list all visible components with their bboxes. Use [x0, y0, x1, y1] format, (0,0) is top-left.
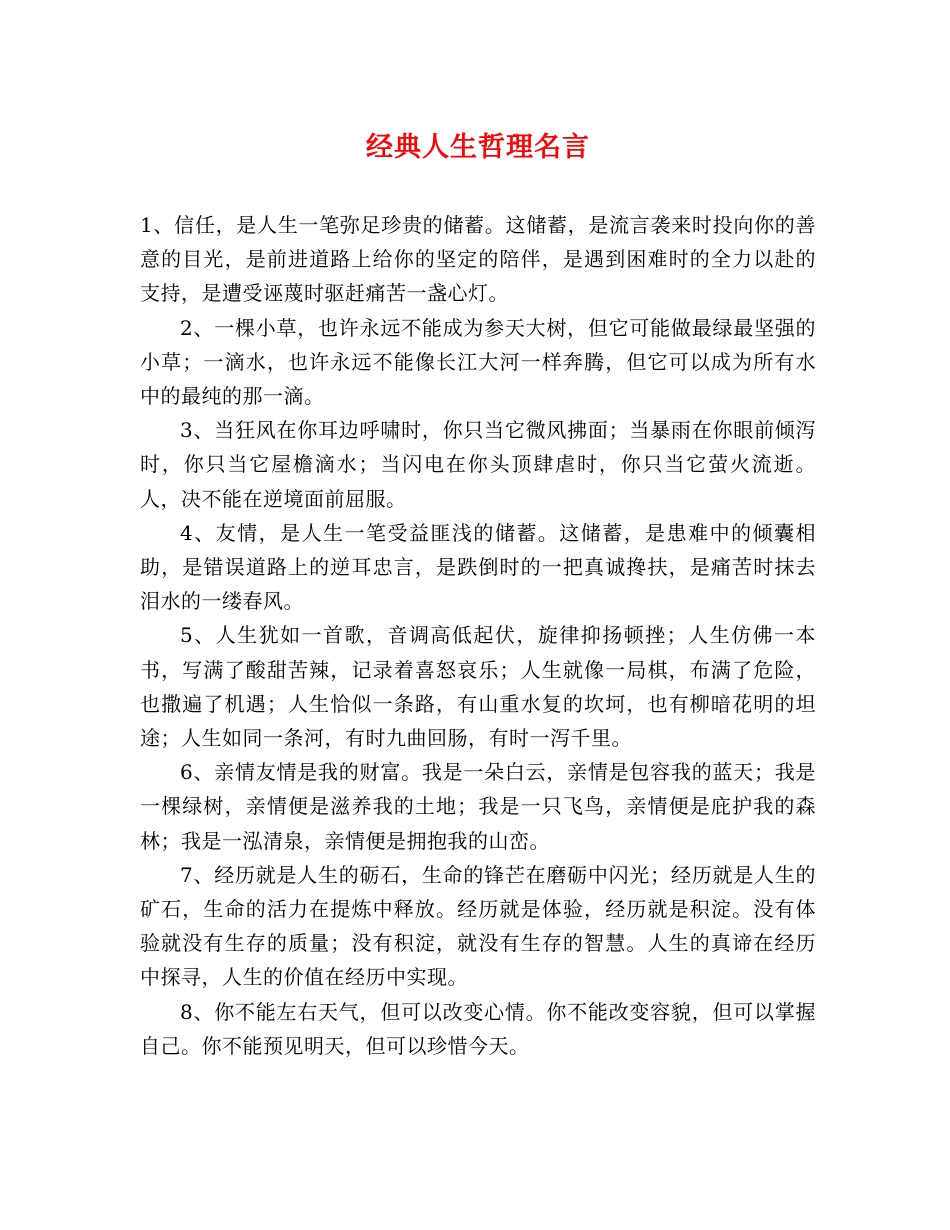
- paragraph-5: 5、人生犹如一首歌，音调高低起伏，旋律抑扬顿挫；人生仿佛一本书，写满了酸甜苦辣，记录着喜怒哀乐；人生就像一局棋，布满了危险，也撒遍了机遇；人生恰似一条路，有山重水复的坎坷，也有柳暗花明的坦途；人生如同一条河，有时九曲回肠，有时一泻千里。: [140, 623, 816, 751]
- paragraph-7: 7、经历就是人生的砺石，生命的锋芒在磨砺中闪光；经历就是人生的矿石，生命的活力在提炼中释放。经历就是体验，经历就是积淀。没有体验就没有生存的质量；没有积淀，就没有生存的智慧。人生的真谛在经历中探寻，人生的价值在经历中实现。: [140, 862, 816, 990]
- paragraph-8: 8、你不能左右天气，但可以改变心情。你不能改变容貌，但可以掌握自己。你不能预见明天，但可以珍惜今天。: [140, 999, 816, 1058]
- paragraph-2: 2、一棵小草，也许永远不能成为参天大树，但它可能做最绿最坚强的小草；一滴水，也许永远不能像长江大河一样奔腾，但它可以成为所有水中的最纯的那一滴。: [140, 315, 816, 409]
- paragraph-6: 6、亲情友情是我的财富。我是一朵白云，亲情是包容我的蓝天；我是一棵绿树，亲情便是滋养我的土地；我是一只飞鸟，亲情便是庇护我的森林；我是一泓清泉，亲情便是拥抱我的山峦。: [140, 760, 816, 853]
- paragraph-4: 4、友情，是人生一笔受益匪浅的储蓄。这储蓄，是患难中的倾囊相助，是错误道路上的逆耳忠言，是跌倒时的一把真诚搀扶，是痛苦时抹去泪水的一缕春风。: [140, 520, 816, 614]
- document-title: 经典人生哲理名言: [366, 132, 590, 163]
- paragraph-3: 3、当狂风在你耳边呼啸时，你只当它微风拂面；当暴雨在你眼前倾泻时，你只当它屋檐滴水；当闪电在你头顶肆虐时，你只当它萤火流逝。人，决不能在逆境面前屈服。: [140, 418, 816, 511]
- paragraph-1: 1、信任，是人生一笔弥足珍贵的储蓄。这储蓄，是流言袭来时投向你的善意的目光，是前进道路上给你的坚定的陪伴，是遇到困难时的全力以赴的支持，是遭受诬蔑时驱赶痛苦一盏心灯。: [140, 213, 816, 306]
